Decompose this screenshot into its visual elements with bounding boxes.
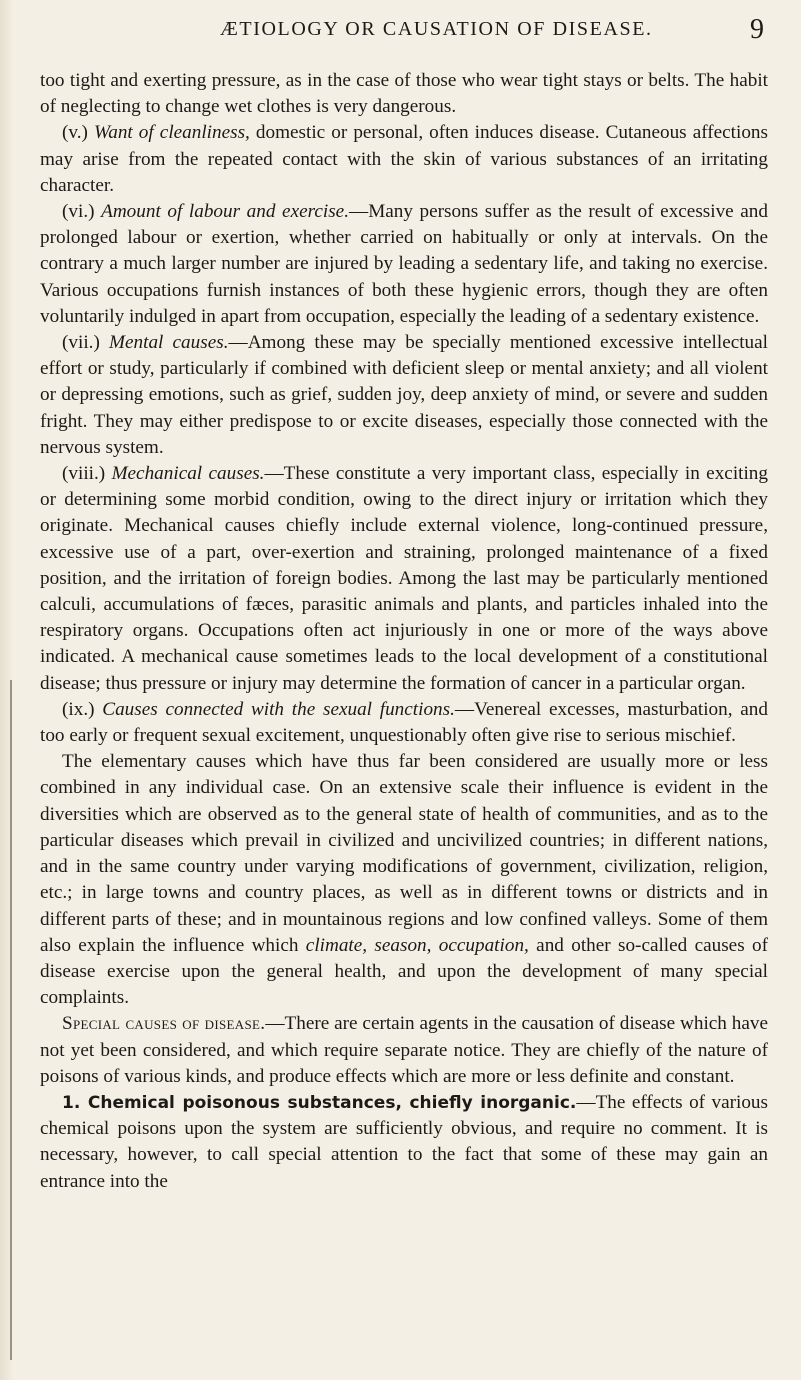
item-text: domestic or personal, often induces disease. Cutaneous affections may arise from the repeated contact with the skin of various substances of an irritating character. <box>40 122 768 196</box>
page-number: 9 <box>750 14 764 45</box>
subsection-text: —The effects of various chemical poisons upon the system are sufficiently obvious, and require no comment. It is necessary, however, to call special attention to the fact that some of these may gain an entrance into the <box>40 1091 768 1192</box>
binding-line <box>10 680 12 1360</box>
section-text: —There are certain agents in the causation of disease which have not yet been considered, and which require separate notice. They are chiefly of the nature of poisons of various kinds, and produce effects which are more or less definite and constant. <box>40 1013 768 1087</box>
item-text: —Many persons suffer as the result of excessive and prolonged labour or exertion, whether carried on habitually or only at intervals. On the contrary a much larger number are injured by leading a sedentary life, and taking no exercise. Various occupations furnish instances of both these hygienic errors, though they are often voluntarily indulged in apart from occupation, especially the leading of a sedentary existence. <box>40 201 768 327</box>
text-run: The elementary causes which have thus far been considered are usually more or less combined in any individual case. On an extensive scale their influence is evident in the diversities which are observed as to the general state of health of communities, and as to the particular diseases which prevail in civilized and uncivilized countries; in different nations, and in the same country under varying modifications of government, civilization, religion, etc.; in large towns and country places, as well as in different towns or districts and in different parts of these; and in mountainous regions and low confined valleys. Some of them also explain the influence which <box>40 751 768 956</box>
paragraph-chemical-poisons <box>40 1090 768 1195</box>
running-head <box>0 12 801 52</box>
item-number: (vi.) <box>62 201 102 223</box>
running-title: ÆTIOLOGY OR CAUSATION OF DISEASE. <box>220 18 653 40</box>
paragraph-special-causes <box>40 1011 768 1090</box>
paragraph-sexual-functions <box>40 697 768 749</box>
paragraph-want-of-cleanliness <box>40 120 768 199</box>
text-run: and other so-called causes of disease exercise upon the general health, and upon the development of many special complaints. <box>40 934 768 1009</box>
item-text: —Venereal excesses, masturbation, and too early or frequent sexual excitement, unquestionably often give rise to serious mischief. <box>40 698 768 747</box>
item-text: —Among these may be specially mentioned excessive intellectual effort or study, particularly if combined with deficient sleep or mental anxiety; and all violent or depressing emotions, such as grief, sudden joy, deep anxiety of mind, or severe and sudden fright. They may either predispose to or excite diseases, especially those connected with the nervous system. <box>40 332 768 458</box>
item-number: (v.) <box>62 122 94 144</box>
paragraph-mechanical-causes <box>40 461 768 697</box>
section-heading: Special causes of disease. <box>62 1013 266 1035</box>
item-number: (vii.) <box>62 332 110 354</box>
paragraph-continued: too tight and exerting pressure, as in the case of those who wear tight stays or belts. The habit of neglecting to change wet clothes is very dangerous. <box>40 70 768 118</box>
item-text: —These constitute a very important class, especially in exciting or determining some morbid condition, owing to the direct injury or irritation which they originate. Mechanical causes chiefly include external violence, long-continued pressure, excessive use of a part, over-exertion and straining, prolonged maintenance of a fixed position, and the irritation of foreign bodies. Among the last may be particularly mentioned calculi, accumulations of fæces, parasitic animals and plants, and particles inhaled into the respiratory organs. Occupations often act injuriously in one or more of the ways above indicated. A mechanical cause sometimes leads to the local development of a constitutional disease; thus pressure or injury may determine the formation of cancer in a particular organ. <box>40 463 768 694</box>
item-number: (ix.) <box>62 698 103 720</box>
paragraph-elementary-causes <box>40 749 768 1011</box>
italic-run: climate, season, occupation, <box>305 934 529 956</box>
body-text <box>40 68 768 1195</box>
paragraph-labour-exercise <box>40 199 768 330</box>
item-heading: Causes connected with the sexual functions. <box>102 698 455 720</box>
item-number: (viii.) <box>62 463 112 485</box>
item-heading: Mechanical causes. <box>111 463 265 485</box>
item-heading: Mental causes. <box>109 332 229 354</box>
item-heading: Want of cleanliness, <box>94 122 250 144</box>
subsection-heading: 1. Chemical poisonous substances, chiefly inorganic. <box>62 1092 577 1113</box>
paragraph-mental-causes <box>40 330 768 461</box>
item-heading: Amount of labour and exercise. <box>101 201 349 223</box>
